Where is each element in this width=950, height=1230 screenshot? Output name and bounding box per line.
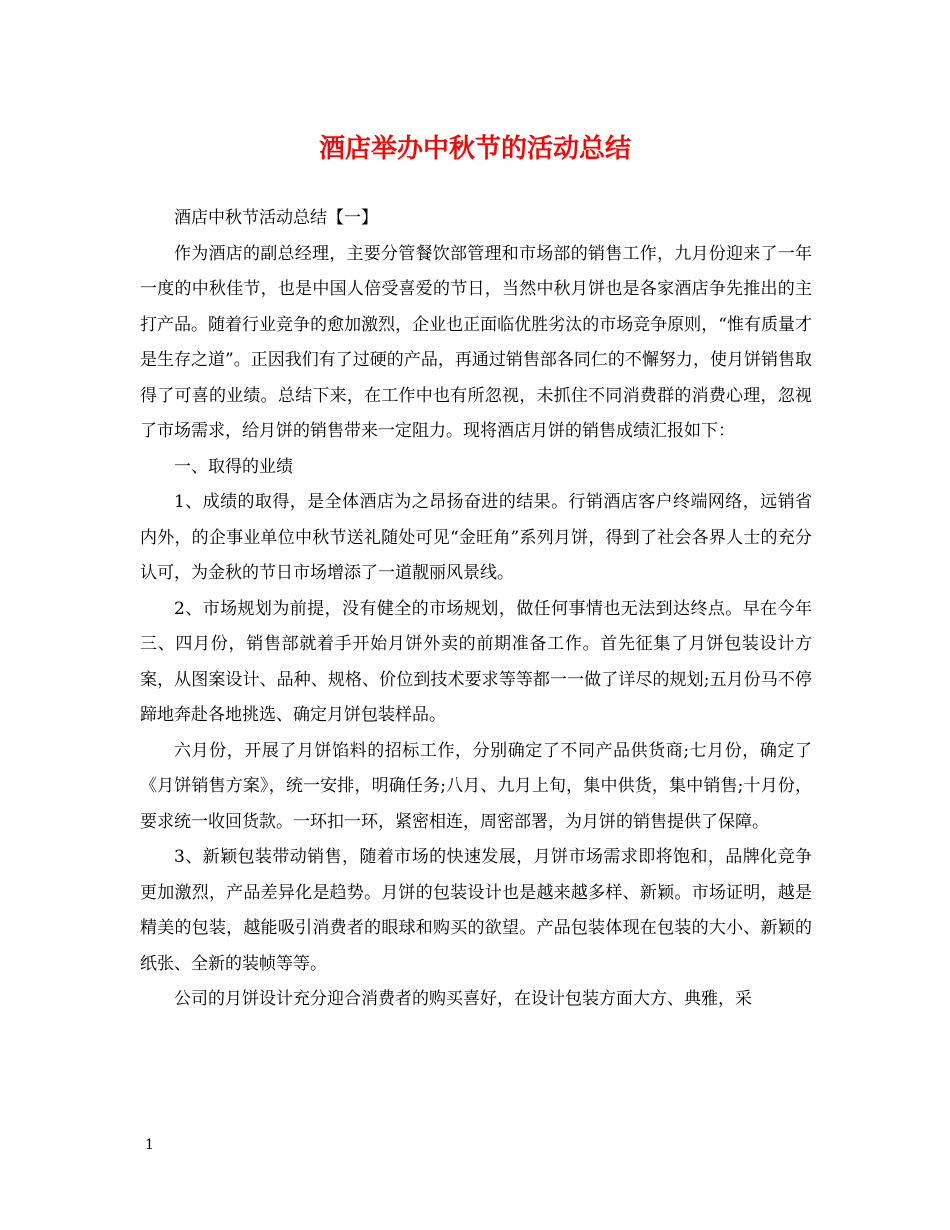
document-title: 酒店举办中秋节的活动总结 <box>318 134 631 164</box>
paragraph: 2、市场规划为前提，没有健全的市场规划，做任何事情也无法到达终点。早在今年三、四月份，销售部就着手开始月饼外卖的前期准备工作。首先征集了月饼包装设计方案，从图案设计、品种、规格、价位到技术要求等等都一一做了详尽的规划;五月份马不停蹄地奔赴各地挑选、确定月饼包装样品。 <box>140 598 812 725</box>
paragraph: 3、新颖包装带动销售，随着市场的快速发展，月饼市场需求即将饱和，品牌化竞争更加激烈，产品差异化是趋势。月饼的包装设计也是越来越多样、新颖。市场证明，越是精美的包装，越能吸引消费者的眼球和购买的欲望。产品包装体现在包装的大小、新颖的纸张、全新的装帧等等。 <box>140 847 812 974</box>
paragraph: 作为酒店的副总经理，主要分管餐饮部管理和市场部的销售工作，九月份迎来了一年一度的中秋佳节，也是中国人倍受喜爱的节日，当然中秋月饼也是各家酒店争先推出的主打产品。随着行业竞争的愈加激烈，企业也正面临优胜劣汰的市场竞争原则，“惟有质量才是生存之道”。正因我们有了过硬的产品，再通过销售部各同仁的不懈努力，使月饼销售取得了可喜的业绩。总结下来，在工作中也有所忽视，未抓住不同消费群的消费心理，忽视了市场需求，给月饼的销售带来一定阻力。现将酒店月饼的销售成绩汇报如下： <box>140 243 812 441</box>
document-body <box>140 201 812 1018</box>
page-number: 1 <box>145 1137 154 1153</box>
paragraph: 1、成绩的取得，是全体酒店为之昂扬奋进的结果。行销酒店客户终端网络，远销省内外，的企事业单位中秋节送礼随处可见“金旺角”系列月饼，得到了社会各界人士的充分认可，为金秋的节日市场增添了一道靓丽风景线。 <box>140 492 812 583</box>
paragraph: 公司的月饼设计充分迎合消费者的购买喜好，在设计包装方面大方、典雅，采 <box>174 989 752 1009</box>
paragraph: 六月份，开展了月饼馅料的招标工作，分别确定了不同产品供货商;七月份，确定了《月饼销售方案》，统一安排，明确任务;八月、九月上旬，集中供货，集中销售;十月份，要求统一收回货款。一环扣一环，紧密相连，周密部署，为月饼的销售提供了保障。 <box>140 740 812 832</box>
section-heading: 酒店中秋节活动总结【一】 <box>174 208 378 228</box>
subheading: 一、取得的业绩 <box>174 456 293 477</box>
